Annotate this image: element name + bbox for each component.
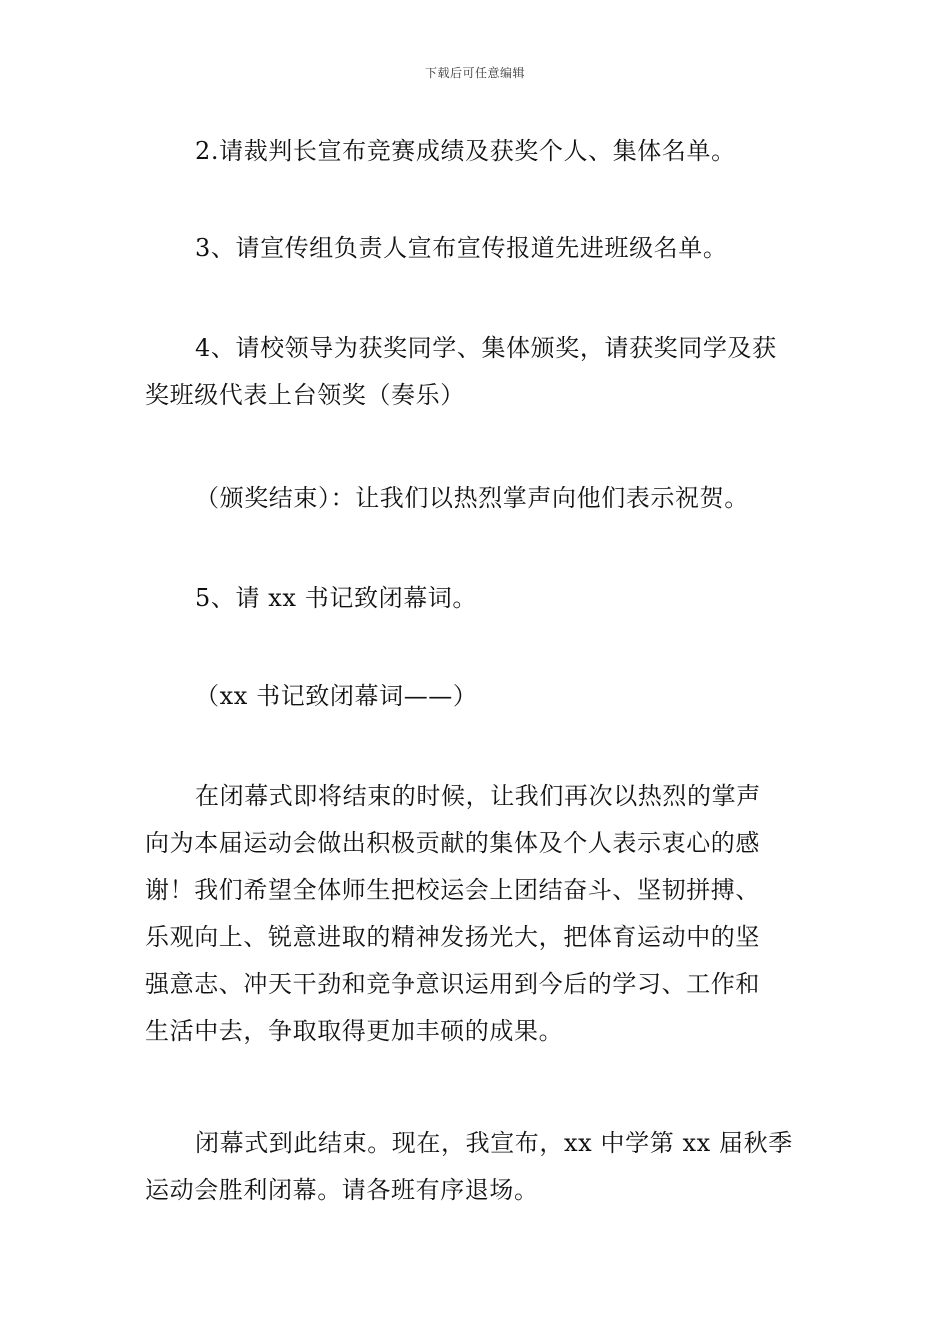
paragraph-line: 在闭幕式即将结束的时候，让我们再次以热烈的掌声: [195, 782, 761, 810]
paragraph-line: 闭幕式到此结束。现在，我宣布，xx 中学第 xx 届秋季: [195, 1129, 793, 1157]
paragraph-line: 2.请裁判长宣布竞赛成绩及获奖个人、集体名单。: [195, 137, 736, 165]
paragraph-line: 4、请校领导为获奖同学、集体颁奖，请获奖同学及获: [195, 334, 777, 362]
paragraph-5: [145, 575, 810, 622]
paragraph-line: 奖班级代表上台领奖（奏乐）: [145, 381, 465, 409]
paragraph-line: 乐观向上、锐意进取的精神发扬光大，把体育运动中的坚: [145, 923, 760, 951]
paragraph-7: [145, 773, 810, 1055]
paragraph-line: 5、请 xx 书记致闭幕词。: [195, 584, 477, 612]
paragraph-6: [145, 673, 810, 720]
paragraph-line: （xx 书记致闭幕词——）: [195, 682, 478, 710]
paragraph-8: [145, 1120, 810, 1214]
paragraph-3: [145, 325, 810, 419]
paragraph-line: 运动会胜利闭幕。请各班有序退场。: [145, 1176, 539, 1204]
paragraph-line: 生活中去，争取取得更加丰硕的成果。: [145, 1017, 564, 1045]
page-header: 下载后可任意编辑: [424, 66, 525, 80]
paragraph-4: [145, 475, 810, 522]
paragraph-2: [145, 225, 810, 272]
paragraph-line: （颁奖结束）：让我们以热烈掌声向他们表示祝贺。: [195, 484, 749, 512]
paragraph-1: [145, 128, 810, 175]
paragraph-line: 3、请宣传组负责人宣布宣传报道先进班级名单。: [195, 234, 728, 262]
paragraph-line: 强意志、冲天干劲和竞争意识运用到今后的学习、工作和: [145, 970, 760, 998]
paragraph-line: 谢！我们希望全体师生把校运会上团结奋斗、坚韧拼搏、: [145, 876, 760, 904]
paragraph-line: 向为本届运动会做出积极贡献的集体及个人表示衷心的感: [145, 829, 760, 857]
